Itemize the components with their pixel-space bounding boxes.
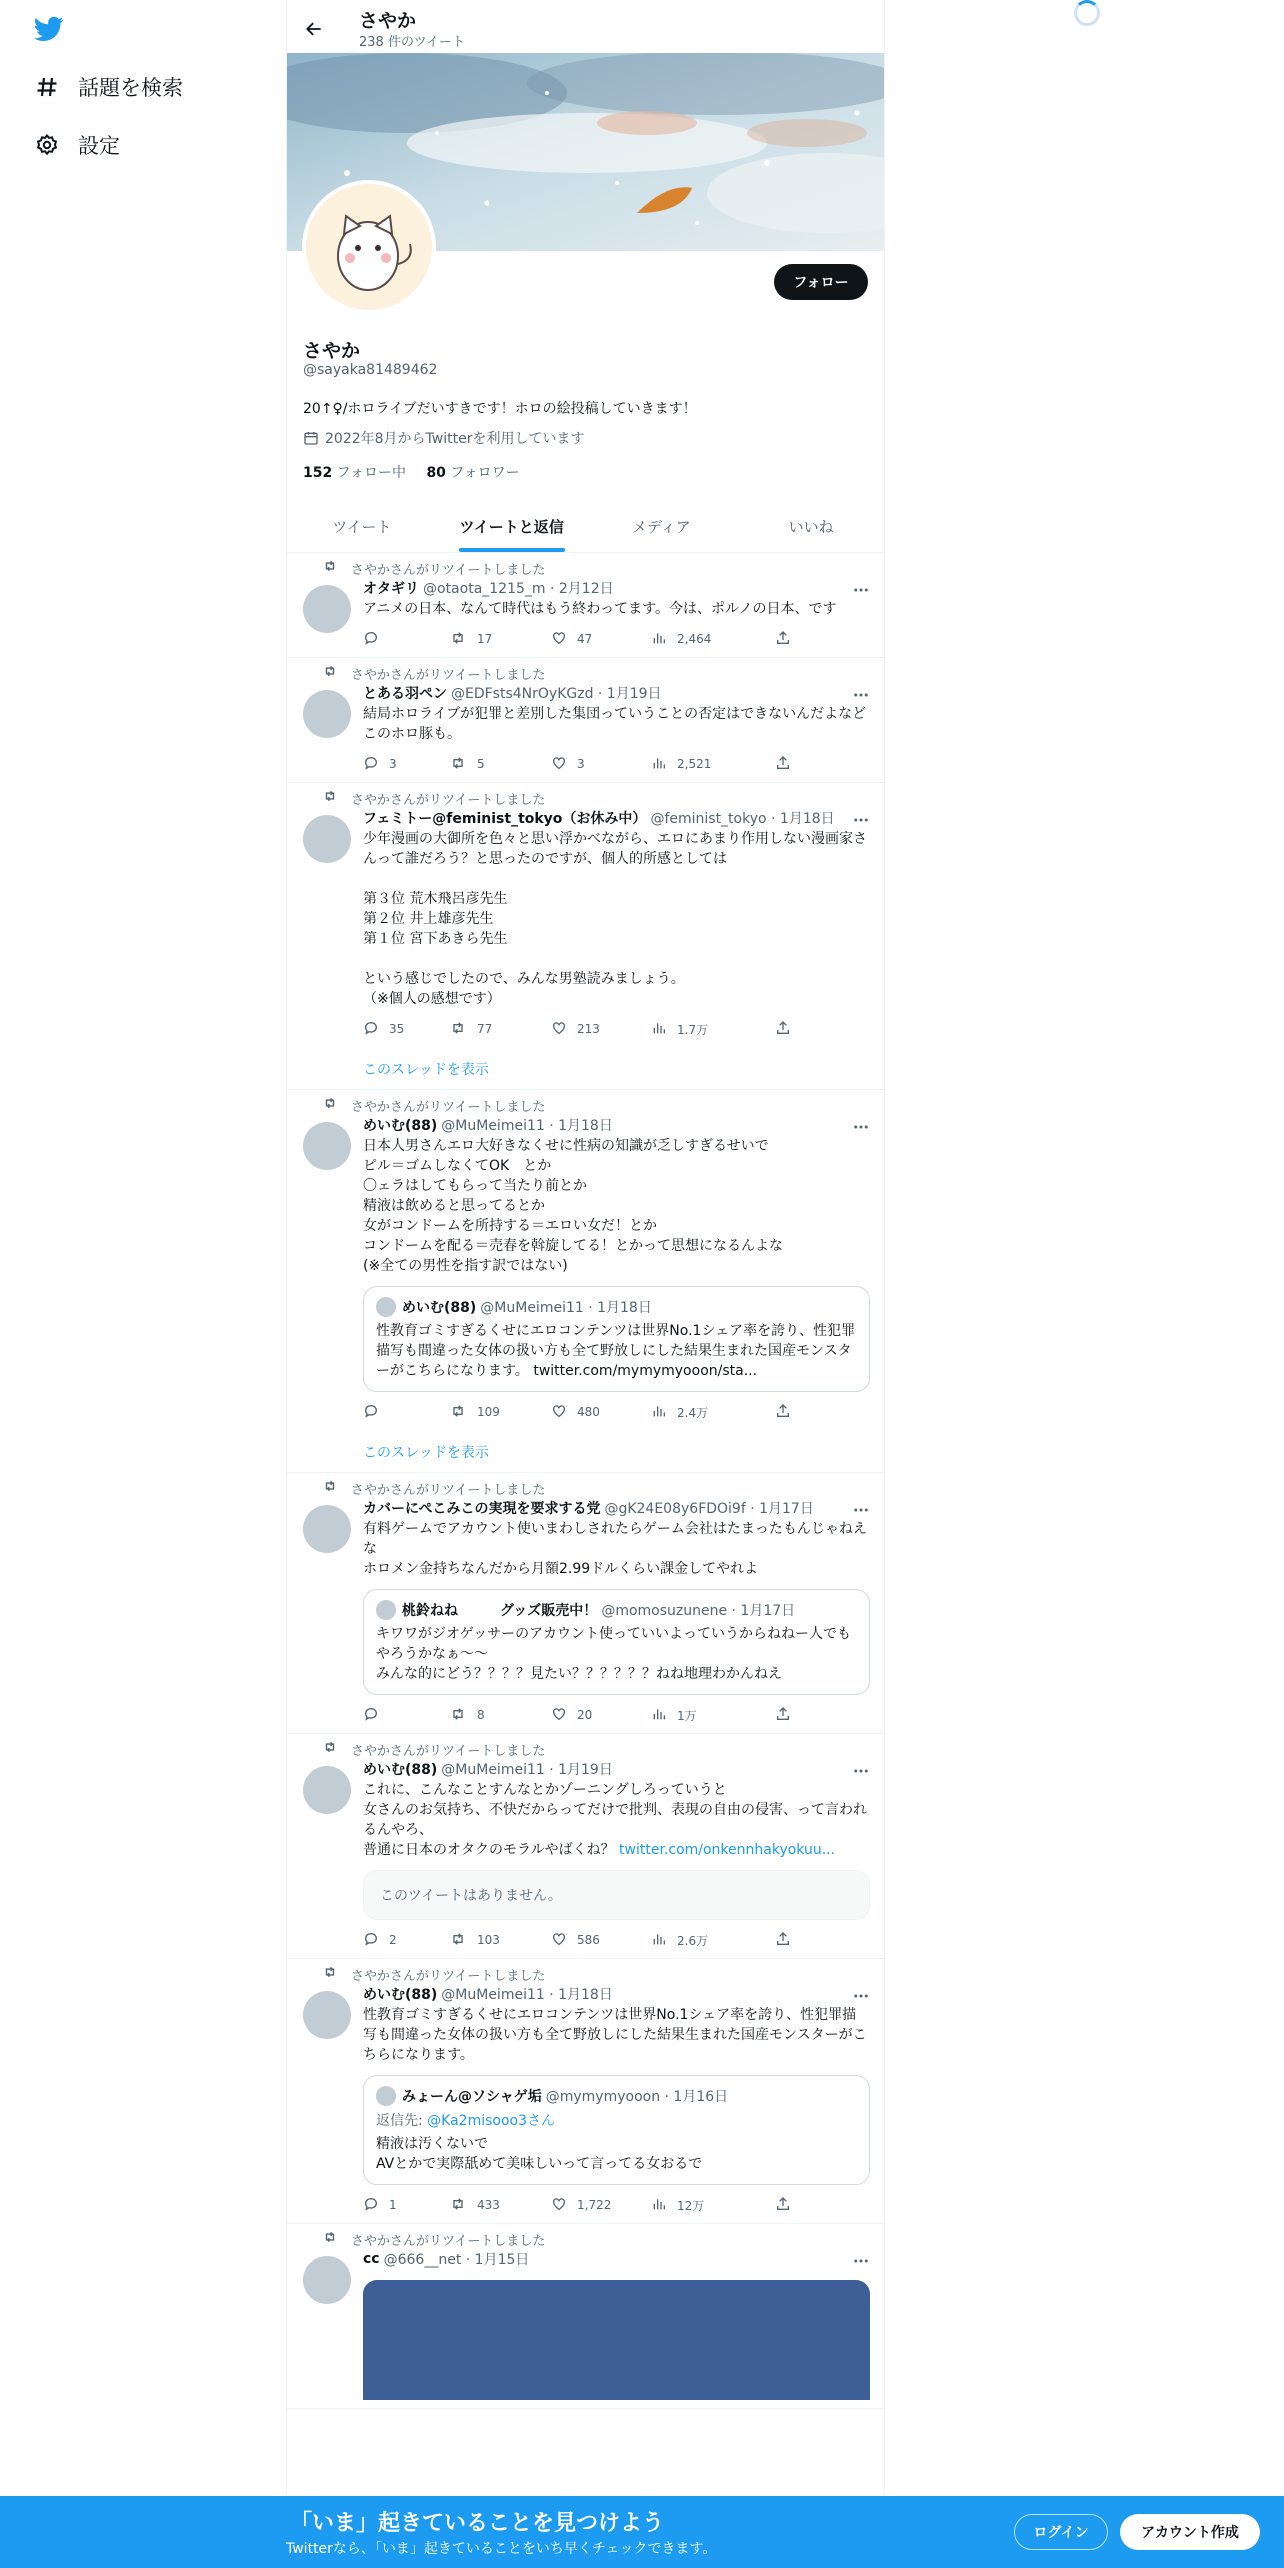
tweet-text	[363, 704, 870, 744]
retweet-count: 8	[477, 1708, 485, 1722]
like-icon	[551, 1931, 577, 1950]
more-options-icon[interactable]	[852, 1501, 870, 1519]
tweet-author-name[interactable]: めいむ(88)	[363, 1987, 438, 2003]
views-icon	[651, 1931, 677, 1950]
retweet-action-icon	[449, 1706, 477, 1725]
profile-stats	[303, 462, 520, 482]
tweet[interactable]	[287, 1959, 885, 2224]
like-icon	[551, 755, 577, 774]
quoted-author-meta: @MuMeimei11 · 1月18日	[480, 1300, 652, 1316]
tweet[interactable]	[287, 2224, 885, 2409]
reply-count: 2	[389, 1933, 397, 1947]
tweet-author-name[interactable]: めいむ(88)	[363, 1118, 438, 1134]
like-count: 480	[577, 1405, 600, 1419]
retweet-context-label: さやかさんがリツイートしました	[351, 1968, 546, 1984]
retweet-icon	[323, 559, 339, 577]
tweet-author-name[interactable]: オタギリ	[363, 581, 419, 597]
quoted-reply-to	[376, 2110, 857, 2130]
tab-tweets-and-replies[interactable]: ツイートと返信	[437, 500, 587, 552]
tweet-avatar[interactable]	[303, 1766, 351, 1814]
tweet-avatar[interactable]	[303, 1505, 351, 1553]
tweet-avatar[interactable]	[303, 690, 351, 738]
retweet-action-icon	[449, 1931, 477, 1950]
tweet-author-name[interactable]: カバーにぺこみこの実現を要求する党	[363, 1501, 601, 1517]
retweet-action-icon	[449, 1403, 477, 1422]
tab-likes[interactable]: いいね	[788, 517, 834, 536]
retweet-count: 17	[477, 632, 493, 646]
quoted-text: 性教育ゴミすぎるくせにエロコンテンツは世界No.1シェア率を誇り、性犯罪描写も間違った女体の扱い方も全て野放しにした結果生まれた国産モンスターがこちらになります。 twitter.com/mymymyooon/sta...	[376, 1323, 856, 1379]
tweet[interactable]	[287, 783, 885, 1090]
reply-icon	[363, 1020, 389, 1039]
reply-icon	[363, 755, 389, 774]
retweet-context-label: さやかさんがリツイートしました	[351, 1099, 546, 1115]
more-options-icon[interactable]	[852, 1987, 870, 2005]
profile-joined-text: 2022年8月からTwitterを利用しています	[325, 431, 585, 447]
share-button[interactable]	[775, 755, 860, 774]
tweet-text	[363, 2005, 870, 2065]
like-count: 1,722	[577, 2198, 612, 2212]
reply-button[interactable]	[363, 1403, 449, 1422]
views-icon	[651, 1706, 677, 1725]
profile-tabs	[287, 500, 885, 553]
tweet-author-meta[interactable]: @otaota_1215_m · 2月12日	[423, 581, 614, 597]
reply-button[interactable]	[363, 630, 449, 649]
tweet-text	[363, 1780, 870, 1860]
retweet-context	[303, 1096, 870, 1114]
tweet[interactable]	[287, 1090, 885, 1473]
retweet-count: 103	[477, 1933, 500, 1947]
views-button[interactable]	[651, 630, 775, 649]
left-nav	[0, 0, 286, 2568]
tweet-media[interactable]	[363, 2280, 870, 2400]
retweet-icon	[323, 1096, 339, 1114]
signup-banner-subtitle: Twitterなら、「いま」起きていることをいち早くチェックできます。	[286, 2541, 717, 2557]
views-count: 2,521	[677, 757, 712, 771]
back-arrow-icon[interactable]	[297, 12, 331, 46]
tweet-actions	[363, 1705, 870, 1725]
following-count: 152	[303, 465, 333, 481]
tweet-actions	[363, 754, 870, 774]
retweet-count: 77	[477, 1022, 493, 1036]
share-button[interactable]	[775, 1020, 860, 1039]
like-icon	[551, 1706, 577, 1725]
retweet-button[interactable]	[449, 1403, 551, 1422]
header-name: さやか	[359, 10, 417, 32]
share-icon	[775, 1020, 801, 1039]
nav-settings[interactable]	[30, 125, 120, 165]
following-label: フォロー中	[332, 465, 406, 481]
like-button[interactable]	[551, 1931, 651, 1950]
tweet-text-body: 有料ゲームでアカウント使いまわしされたらゲーム会社はたまったもんじゃねえな ホロメン金持ちなんだから月額2.99ドルくらい課金してやれよ	[363, 1521, 867, 1577]
share-icon	[775, 630, 801, 649]
tweet[interactable]	[287, 1473, 885, 1734]
signup-banner	[0, 2496, 1284, 2568]
tweet[interactable]	[287, 658, 885, 783]
retweet-context-label: さやかさんがリツイートしました	[351, 562, 546, 578]
views-button[interactable]	[651, 1706, 775, 1725]
profile-handle: @sayaka81489462	[303, 362, 438, 378]
quoted-author-meta: @momosuzunene · 1月17日	[601, 1603, 796, 1619]
reply-count: 35	[389, 1022, 405, 1036]
retweet-context-label: さやかさんがリツイートしました	[351, 2233, 546, 2249]
retweet-icon	[323, 1965, 339, 1983]
retweet-icon	[323, 664, 339, 682]
reply-to-handle[interactable]: @Ka2misooo3さん	[427, 2113, 556, 2129]
tweet-text	[363, 1519, 870, 1579]
retweet-icon	[323, 789, 339, 807]
tweet-author-name[interactable]: とある羽ペン	[363, 686, 447, 702]
tweet-text	[363, 829, 870, 1009]
reply-button[interactable]	[363, 1020, 449, 1039]
retweet-context	[303, 2230, 870, 2248]
quoted-text: キワワがジオゲッサーのアカウント使っていいよっていうからねねー人でもやろうかなぁ～～ みんな的にどう？？？？見たい？？？？？？ねね地理わかんねえ	[376, 1626, 852, 1682]
like-icon	[551, 2196, 577, 2215]
retweet-context-label: さやかさんがリツイートしました	[351, 792, 546, 808]
tweet-actions	[363, 1402, 870, 1422]
retweet-context-label: さやかさんがリツイートしました	[351, 1482, 546, 1498]
quoted-avatar	[376, 1297, 396, 1317]
tweet-avatar[interactable]	[303, 585, 351, 633]
reply-prefix: 返信先:	[376, 2113, 428, 2129]
retweet-action-icon	[449, 2196, 477, 2215]
views-count: 12万	[677, 2198, 705, 2213]
retweet-button[interactable]	[449, 1706, 551, 1725]
profile-name: さやか	[303, 340, 361, 362]
tweet-author-meta[interactable]: @feminist_tokyo · 1月18日	[650, 811, 835, 827]
share-icon	[775, 755, 801, 774]
gear-icon	[30, 128, 64, 162]
share-button[interactable]	[775, 1931, 860, 1950]
profile-column	[286, 0, 885, 2568]
views-button[interactable]	[651, 1403, 775, 1422]
tweet-text-body: アニメの日本、なんて時代はもう終わってます。今は、ポルノの日本、です	[363, 601, 837, 617]
retweet-context	[303, 1479, 870, 1497]
followers-link[interactable]	[426, 465, 519, 481]
like-icon	[551, 1403, 577, 1422]
profile-avatar[interactable]	[302, 180, 436, 314]
like-button[interactable]	[551, 1020, 651, 1039]
quoted-avatar	[376, 1600, 396, 1620]
tweet-link[interactable]: twitter.com/onkennhakyokuu...	[619, 1842, 836, 1858]
more-options-icon[interactable]	[852, 2252, 870, 2270]
tweet-avatar[interactable]	[303, 1122, 351, 1170]
tweet-avatar[interactable]	[303, 2256, 351, 2304]
tweet-actions	[363, 2195, 870, 2215]
like-button[interactable]	[551, 755, 651, 774]
retweet-button[interactable]	[449, 1931, 551, 1950]
show-thread-link[interactable]: このスレッドを表示	[363, 1445, 489, 1461]
more-options-icon[interactable]	[852, 1762, 870, 1780]
tweet-author-meta[interactable]: @MuMeimei11 · 1月19日	[441, 1762, 613, 1778]
tab-media[interactable]: メディア	[631, 517, 691, 536]
tweet-author-meta[interactable]: @MuMeimei11 · 1月18日	[441, 1118, 613, 1134]
tab-tweets[interactable]: ツイート	[332, 517, 392, 536]
tweet-author-meta[interactable]: @EDFsts4NrOyKGzd · 1月19日	[451, 686, 662, 702]
views-button[interactable]	[651, 2196, 775, 2215]
views-count: 2,464	[677, 632, 712, 646]
share-button[interactable]	[775, 2196, 860, 2215]
retweet-context	[303, 1740, 870, 1758]
views-count: 1.7万	[677, 1022, 709, 1037]
quoted-author-name: めいむ(88)	[402, 1300, 477, 1316]
tweet-text	[363, 599, 870, 619]
views-count: 2.4万	[677, 1405, 709, 1420]
retweet-button[interactable]	[449, 2196, 551, 2215]
like-count: 47	[577, 632, 593, 646]
reply-count: 3	[389, 757, 397, 771]
tweet-avatar[interactable]	[303, 815, 351, 863]
retweet-button[interactable]	[449, 755, 551, 774]
tweet-author-meta[interactable]: @666__net · 1月15日	[383, 2252, 530, 2268]
retweet-context-label: さやかさんがリツイートしました	[351, 1743, 546, 1759]
tweet-text-body: これに、こんなことすんなとかゾーニングしろっていうと 女さんのお気持ち、不快だからってだけで批判、表現の自由の侵害、って言われるんやろ、 普通に日本のオタクのモラルやばくね？	[363, 1782, 867, 1858]
show-thread-link[interactable]: このスレッドを表示	[363, 1062, 489, 1078]
share-icon	[775, 1931, 801, 1950]
more-options-icon[interactable]	[852, 581, 870, 599]
nav-explore[interactable]	[30, 67, 183, 107]
retweet-button[interactable]	[449, 1020, 551, 1039]
tweet-text	[363, 1136, 870, 1276]
retweet-button[interactable]	[449, 630, 551, 649]
views-button[interactable]	[651, 755, 775, 774]
tweet-author-meta[interactable]: @MuMeimei11 · 1月18日	[441, 1987, 613, 2003]
reply-icon	[363, 1706, 389, 1725]
profile-joined	[303, 428, 584, 448]
like-button[interactable]	[551, 1706, 651, 1725]
quoted-tweet[interactable]	[363, 2075, 870, 2185]
views-count: 2.6万	[677, 1933, 709, 1948]
views-icon	[651, 1020, 677, 1039]
views-icon	[651, 630, 677, 649]
tweet-avatar[interactable]	[303, 1991, 351, 2039]
views-count: 1万	[677, 1708, 697, 1723]
reply-icon	[363, 1931, 389, 1950]
share-button[interactable]	[775, 1403, 860, 1422]
followers-label: フォロワー	[445, 465, 520, 481]
retweet-context-label: さやかさんがリツイートしました	[351, 667, 546, 683]
tweet-author-name[interactable]: フェミトー@feminist_tokyo（お休み中）	[363, 811, 647, 827]
reply-icon	[363, 630, 389, 649]
profile-bio: 20↑♀/ホロライブだいすきです！ホロの絵投稿していきます！	[303, 401, 697, 417]
tweet[interactable]	[287, 1734, 885, 1959]
hashtag-icon	[30, 70, 64, 104]
like-count: 3	[577, 757, 585, 771]
retweet-count: 433	[477, 2198, 500, 2212]
share-icon	[775, 1403, 801, 1422]
share-button[interactable]	[775, 630, 860, 649]
quoted-avatar	[376, 2086, 396, 2106]
views-button[interactable]	[651, 1931, 775, 1950]
loading-spinner-icon	[1074, 0, 1100, 26]
share-button[interactable]	[775, 1706, 860, 1725]
quoted-author-name: 桃鈴ねね グッズ販売中！	[402, 1603, 598, 1619]
retweet-context	[303, 1965, 870, 1983]
quoted-tweet[interactable]	[363, 1589, 870, 1695]
followers-count: 80	[426, 465, 446, 481]
tweet-actions	[363, 629, 870, 649]
retweet-action-icon	[449, 755, 477, 774]
retweet-count: 5	[477, 757, 485, 771]
nav-settings-label: 設定	[78, 134, 120, 158]
following-link[interactable]	[303, 465, 406, 481]
signup-button[interactable]: アカウント作成	[1120, 2514, 1260, 2550]
reply-icon	[363, 2196, 389, 2215]
views-icon	[651, 1403, 677, 1422]
profile-header-bar	[287, 0, 885, 53]
tweet-text-body: 結局ホロライブが犯罪と差別した集団っていうことの否定はできないんだよなどこのホロ豚も。	[363, 706, 867, 742]
twitter-logo-icon[interactable]	[34, 14, 64, 44]
signup-banner-title: 「いま」起きていることを見つけよう	[290, 2511, 665, 2536]
like-count: 213	[577, 1022, 600, 1036]
reply-button[interactable]	[363, 1931, 449, 1950]
like-button[interactable]	[551, 630, 651, 649]
tweet-text-body: 日本人男さんエロ大好きなくせに性病の知識が乏しすぎるせいで ピル＝ゴムしなくてOK とか 〇ェラはしてもらって当たり前とか 精液は飲めると思ってるとか 女がコンドームを所持する＝エロい女だ！とか コンドームを配る＝売春を斡旋してる！とかって思想になるんよな (※全ての男性を指す訳ではない)	[363, 1138, 783, 1274]
quoted-author-name: みょーん@ソシャゲ垢	[402, 2089, 542, 2105]
nav-explore-label: 話題を検索	[78, 76, 183, 100]
views-button[interactable]	[651, 1020, 775, 1039]
tweet-actions	[363, 1930, 870, 1950]
retweet-action-icon	[449, 1020, 477, 1039]
tweet-feed	[287, 553, 885, 2409]
tweet-author-name[interactable]: cc	[363, 2251, 380, 2267]
retweet-icon	[323, 1740, 339, 1758]
quoted-tweet[interactable]	[363, 1286, 870, 1392]
reply-count: 1	[389, 2198, 397, 2212]
tweet-actions	[363, 1019, 870, 1039]
tweet-author-meta[interactable]: @gK24E08y6FDOi9f · 1月17日	[604, 1501, 814, 1517]
quoted-text: 精液は汚くないで AVとかで実際舐めて美味しいって言ってる女おるで	[376, 2136, 703, 2172]
retweet-action-icon	[449, 630, 477, 649]
reply-button[interactable]	[363, 755, 449, 774]
views-icon	[651, 755, 677, 774]
unavailable-tweet-notice: このツイートはありません。	[363, 1870, 870, 1920]
reply-button[interactable]	[363, 1706, 449, 1725]
like-count: 20	[577, 1708, 593, 1722]
retweet-icon	[323, 2230, 339, 2248]
more-options-icon[interactable]	[852, 811, 870, 829]
header-tweet-count: 238 件のツイート	[359, 35, 466, 50]
tweet-text-body: 性教育ゴミすぎるくせにエロコンテンツは世界No.1シェア率を誇り、性犯罪描写も間違った女体の扱い方も全て野放しにした結果生まれた国産モンスターがこちらになります。	[363, 2007, 867, 2063]
retweet-context	[303, 789, 870, 807]
tweet-author-name[interactable]: めいむ(88)	[363, 1762, 438, 1778]
like-button[interactable]	[551, 1403, 651, 1422]
reply-icon	[363, 1403, 389, 1422]
tweet[interactable]	[287, 553, 885, 658]
quoted-author-meta: @mymymyooon · 1月16日	[545, 2089, 729, 2105]
retweet-icon	[323, 1479, 339, 1497]
views-icon	[651, 2196, 677, 2215]
retweet-context	[303, 664, 870, 682]
more-options-icon[interactable]	[852, 1118, 870, 1136]
more-options-icon[interactable]	[852, 686, 870, 704]
like-icon	[551, 1020, 577, 1039]
like-icon	[551, 630, 577, 649]
login-button[interactable]: ログイン	[1014, 2514, 1108, 2550]
retweet-context	[303, 559, 870, 577]
retweet-count: 109	[477, 1405, 500, 1419]
reply-button[interactable]	[363, 2196, 449, 2215]
calendar-icon	[303, 430, 319, 446]
like-count: 586	[577, 1933, 600, 1947]
follow-button[interactable]: フォロー	[774, 264, 868, 300]
like-button[interactable]	[551, 2196, 651, 2215]
share-icon	[775, 1706, 801, 1725]
tweet-text-body: 少年漫画の大御所を色々と思い浮かべながら、エロにあまり作用しない漫画家さんって誰だろう？と思ったのですが、個人的所感としては 第３位 荒木飛呂彦先生 第２位 井上雄彦先生 第１位 宮下あきら先生 という感じでしたので、みんな男塾読みましょう。 （※個人の感想です）	[363, 831, 867, 1007]
share-icon	[775, 2196, 801, 2215]
